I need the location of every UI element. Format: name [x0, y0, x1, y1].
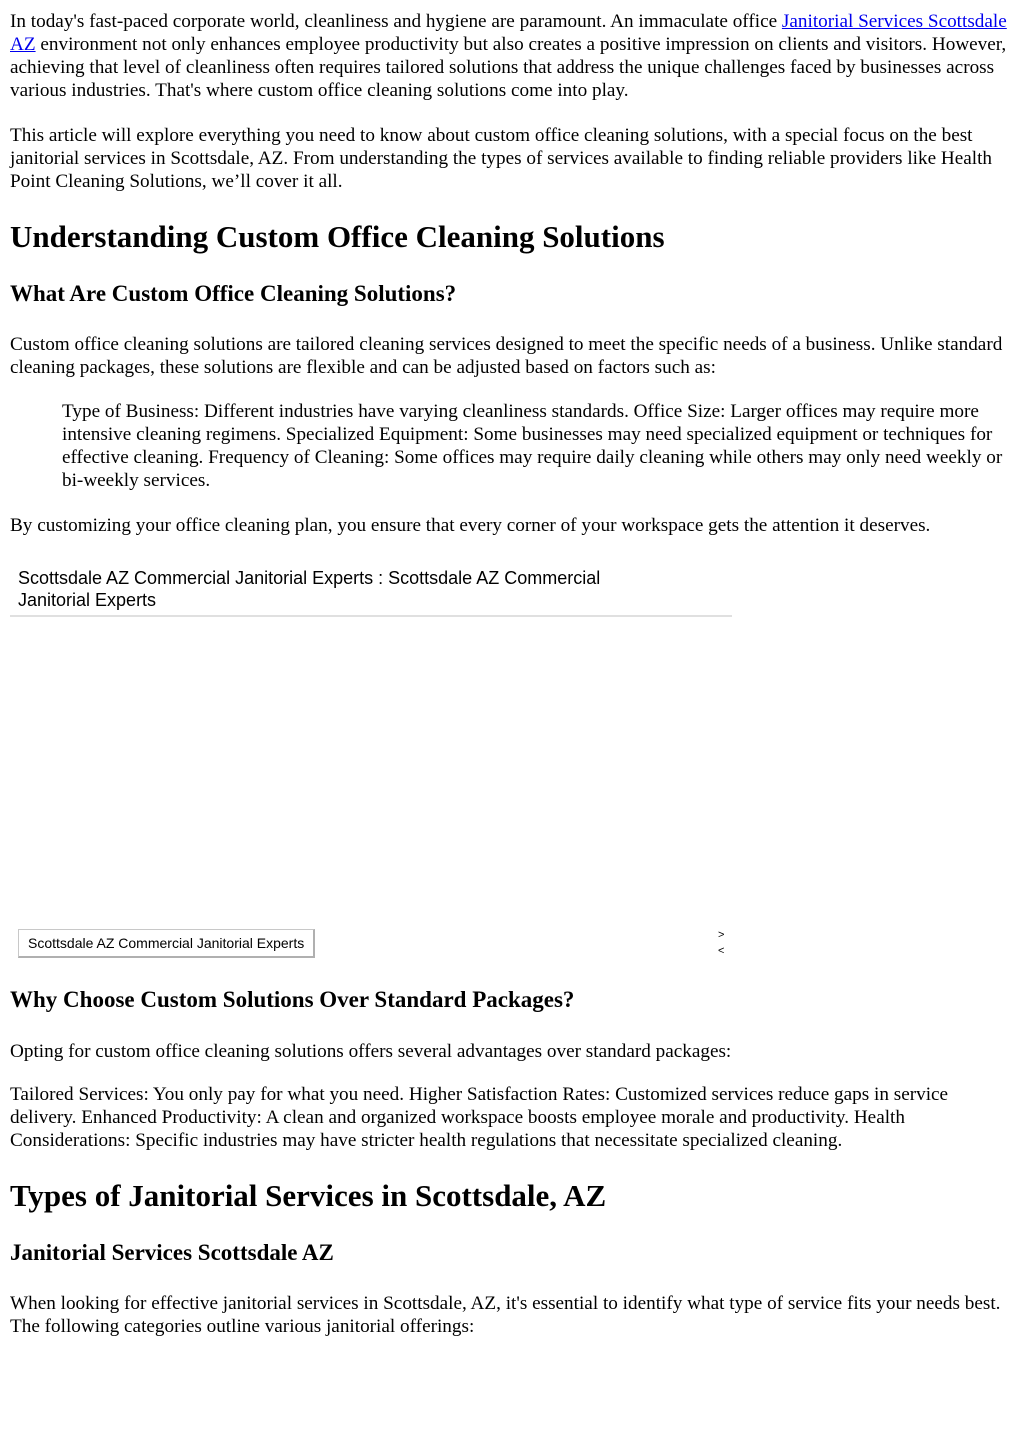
subheading-what-are: What Are Custom Office Cleaning Solutions?	[10, 281, 457, 306]
section-heading-understanding: Understanding Custom Office Cleaning Solutions	[10, 219, 665, 254]
paragraph-when-looking: When looking for effective janitorial services in Scottsdale, AZ, it's essential to identify what type of service fits your needs best. The following categories outline various janitorial offerings:	[10, 1293, 1001, 1337]
embed-source-link[interactable]: Scottsdale AZ Commercial Janitorial Experts	[18, 929, 315, 958]
paragraph-opting: Opting for custom office cleaning solutions offers several advantages over standard packages:	[10, 1041, 732, 1062]
embed-frame	[10, 617, 732, 917]
paragraph-advantages: Tailored Services: You only pay for what you need. Higher Satisfaction Rates: Customized services reduce gaps in service delivery. Enhanced Productivity: A clean and organized workspace boosts employee morale and productivity. Health Considerations: Specific industries may have stricter health regulations that necessitate specialized cleaning.	[10, 1084, 949, 1151]
paragraph-custom-definition: Custom office cleaning solutions are tailored cleaning services designed to meet the specific needs of a business. Unlike standard cleaning packages, these solutions are flexible and can be adjusted based on factors such as:	[10, 334, 1003, 378]
prev-arrow-icon[interactable]: <	[718, 945, 725, 957]
section-heading-types: Types of Janitorial Services in Scottsdale, AZ	[10, 1178, 607, 1213]
subheading-janitorial-scottsdale: Janitorial Services Scottsdale AZ	[10, 1240, 334, 1265]
intro-text-start: In today's fast-paced corporate world, cleanliness and hygiene are paramount. An immaculate office	[10, 11, 782, 32]
janitorial-services-link[interactable]: Janitorial Services Scottsdale AZ	[10, 11, 1007, 55]
intro-paragraph-2: This article will explore everything you need to know about custom office cleaning solutions, with a special focus on the best janitorial services in Scottsdale, AZ. From understanding the types of services available to finding reliable providers like Health Point Cleaning Solutions, we’ll cover it all.	[10, 125, 993, 192]
intro-text-end: environment not only enhances employee productivity but also creates a positive impression on clients and visitors. However, achieving that level of cleanliness often requires tailored solutions that address the unique challenges faced by businesses across various industries. That's where custom office cleaning solutions come into play.	[10, 34, 1007, 101]
factors-blockquote: Type of Business: Different industries have varying cleanliness standards. Office Size: Larger offices may require more intensive cleaning regimens. Specialized Equipment: Some businesses may need specialized equipment or techniques for effective cleaning. Frequency of Cleaning: Some offices may require daily cleaning while others may only need weekly or bi-weekly services.	[62, 401, 1003, 491]
embed-title: Scottsdale AZ Commercial Janitorial Experts : Scottsdale AZ Commercial Janitorial Experts	[18, 568, 601, 610]
next-arrow-icon[interactable]: >	[718, 929, 725, 941]
subheading-why-choose: Why Choose Custom Solutions Over Standard Packages?	[10, 987, 575, 1012]
embed-nav	[718, 927, 728, 959]
embed-title-bar	[10, 563, 732, 617]
paragraph-customizing: By customizing your office cleaning plan, you ensure that every corner of your workspace gets the attention it deserves.	[10, 515, 931, 536]
intro-paragraph-1	[10, 10, 1010, 102]
